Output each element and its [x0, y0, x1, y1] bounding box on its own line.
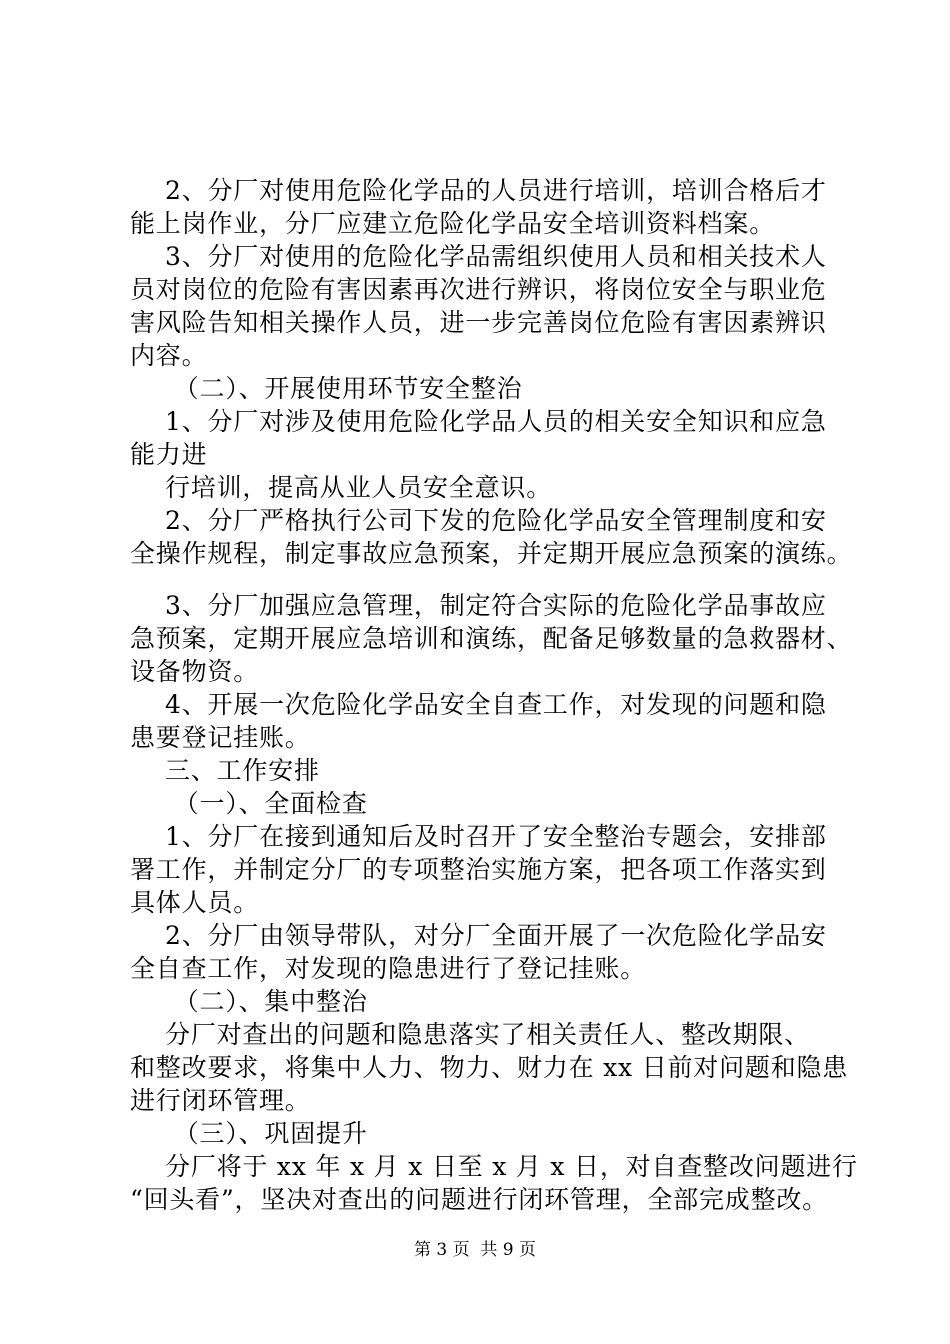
- paragraph-line: 员对岗位的危险有害因素再次进行辨识，将岗位安全与职业危: [130, 275, 827, 304]
- section-heading: （三）、巩固提升: [130, 1119, 368, 1148]
- paragraph-line: 行培训，提高从业人员安全意识。: [130, 473, 552, 502]
- paragraph-line: 全自查工作，对发现的隐患进行了登记挂账。: [130, 954, 647, 983]
- paragraph-line: 分厂将于 xx 年 x 月 x 日至 x 月 x 日，对自查整改问题进行: [130, 1152, 858, 1181]
- paragraph-line: 和整改要求，将集中人力、物力、财力在 xx 日前对问题和隐患: [130, 1053, 849, 1082]
- paragraph-line: 2、分厂严格执行公司下发的危险化学品安全管理制度和安: [130, 506, 827, 535]
- section-heading: 三、工作安排: [130, 756, 320, 785]
- paragraph-line: 3、分厂对使用的危险化学品需组织使用人员和相关技术人: [130, 242, 827, 271]
- section-heading: （二）、集中整治: [130, 987, 368, 1016]
- paragraph-line: 能上岗作业，分厂应建立危险化学品安全培训资料档案。: [130, 209, 776, 238]
- paragraph-line: 患要登记挂账。: [130, 723, 311, 752]
- paragraph-line: 3、分厂加强应急管理，制定符合实际的危险化学品事故应: [130, 591, 827, 620]
- paragraph-line: 4、开展一次危险化学品安全自查工作，对发现的问题和隐: [130, 690, 827, 719]
- paragraph-line: 内容。: [130, 341, 208, 370]
- paragraph-line: 急预案，定期开展应急培训和演练，配备足够数量的急救器材、: [130, 624, 853, 653]
- paragraph-line: 2、分厂对使用危险化学品的人员进行培训，培训合格后才: [130, 176, 827, 205]
- paragraph-line: 具体人员。: [130, 888, 260, 917]
- paragraph-line: 1、分厂在接到通知后及时召开了安全整治专题会，安排部: [130, 822, 827, 851]
- section-heading: （一）、全面检查: [130, 789, 368, 818]
- paragraph-line: 全操作规程，制定事故应急预案，并定期开展应急预案的演练。: [130, 539, 853, 568]
- paragraph-line: “回头看”，坚决对查出的问题进行闭环管理，全部完成整改。: [130, 1185, 828, 1214]
- paragraph-line: 署工作，并制定分厂的专项整治实施方案，把各项工作落实到: [130, 855, 827, 884]
- paragraph-line: 害风险告知相关操作人员，进一步完善岗位危险有害因素辨识: [130, 308, 827, 337]
- section-heading: （二）、开展使用环节安全整治: [130, 374, 523, 403]
- paragraph-line: 能力进: [130, 440, 208, 469]
- paragraph-line: 设备物资。: [130, 657, 260, 686]
- paragraph-line: 进行闭环管理。: [130, 1086, 311, 1115]
- paragraph-line: 1、分厂对涉及使用危险化学品人员的相关安全知识和应急: [130, 407, 827, 436]
- paragraph-line: 分厂对查出的问题和隐患落实了相关责任人、整改期限、: [130, 1020, 810, 1049]
- paragraph-line: 2、分厂由领导带队，对分厂全面开展了一次危险化学品安: [130, 921, 827, 950]
- page-footer: 第 3 页 共 9 页: [413, 1240, 537, 1260]
